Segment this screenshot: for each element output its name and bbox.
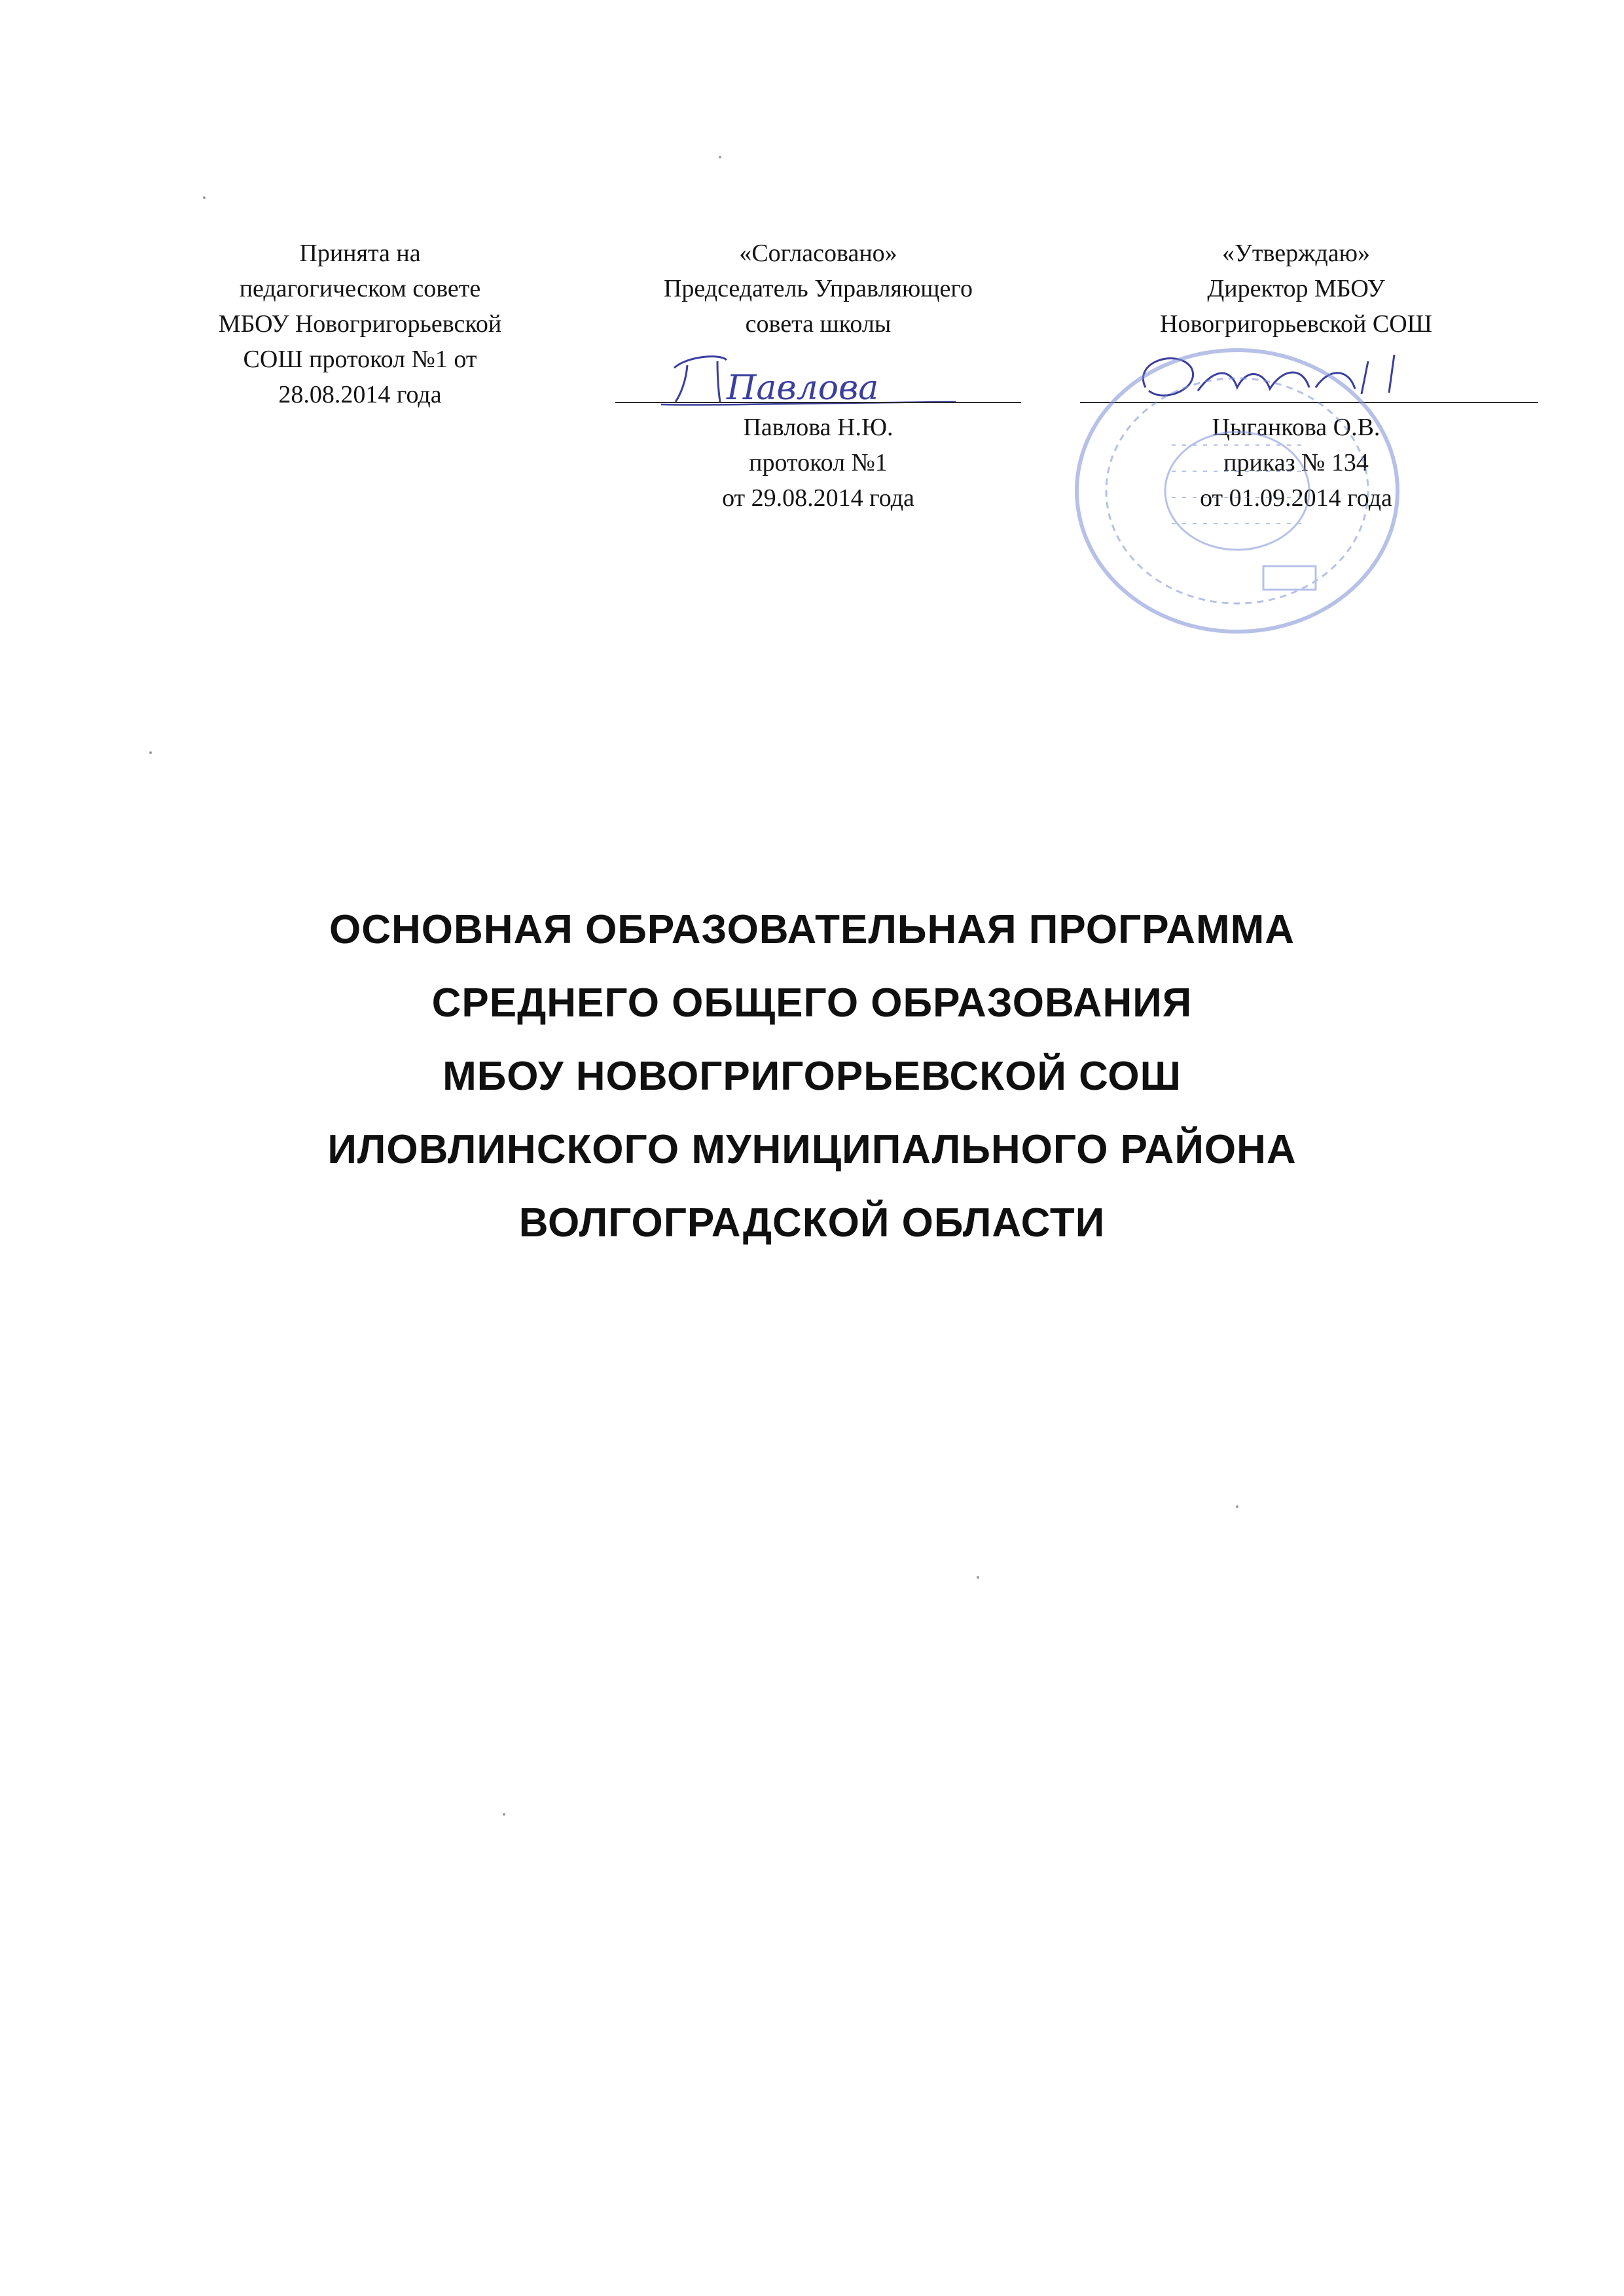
title-line-4: ИЛОВЛИНСКОГО МУНИЦИПАЛЬНОГО РАЙОНА <box>327 1127 1297 1172</box>
chair-protocol: протокол №1 <box>749 449 888 476</box>
signature-area-chair <box>589 342 1047 410</box>
title-line-3: МБОУ НОВОГРИГОРЬЕВСКОЙ СОШ <box>442 1054 1182 1099</box>
approval-block-agreed <box>589 236 1047 516</box>
title-line-1: ОСНОВНАЯ ОБРАЗОВАТЕЛЬНАЯ ПРОГРАММА <box>329 907 1295 952</box>
council-line-1: Принята на <box>299 240 421 267</box>
svg-text:Павлова: Павлова <box>727 368 879 408</box>
signature-line-chair <box>615 402 1021 403</box>
director-name: Цыганкова О.В. <box>1212 414 1380 441</box>
chair-date: от 29.08.2014 года <box>722 484 914 512</box>
council-line-3: МБОУ Новогригорьевской <box>218 310 502 338</box>
scan-speck <box>503 1813 505 1816</box>
scan-speck <box>1236 1505 1238 1508</box>
scan-speck <box>149 751 152 754</box>
approved-position-line-1: Директор МБОУ <box>1207 275 1385 302</box>
approved-heading: «Утверждаю» <box>1222 240 1370 267</box>
approved-position-line-2: Новогригорьевской СОШ <box>1160 310 1432 338</box>
director-order: приказ № 134 <box>1223 449 1369 476</box>
chair-name: Павлова Н.Ю. <box>743 414 893 441</box>
title-line-2: СРЕДНЕГО ОБЩЕГО ОБРАЗОВАНИЯ <box>431 980 1193 1026</box>
council-line-5: 28.08.2014 года <box>278 381 442 408</box>
official-stamp <box>1067 340 1407 641</box>
scan-speck <box>977 1576 979 1579</box>
agreed-heading: «Согласовано» <box>739 240 897 267</box>
document-title <box>0 893 1624 1260</box>
approval-block-pedagogical-council <box>151 236 569 412</box>
scan-speck <box>719 156 721 158</box>
council-line-2: педагогическом совете <box>239 275 481 302</box>
signature-chair <box>589 342 1047 410</box>
scan-speck <box>203 196 206 199</box>
title-line-5: ВОЛГОГРАДСКОЙ ОБЛАСТИ <box>518 1200 1106 1246</box>
council-line-4: СОШ протокол №1 от <box>243 346 477 373</box>
agreed-position-line-1: Председатель Управляющего <box>663 275 973 302</box>
director-date: от 01.09.2014 года <box>1200 484 1392 512</box>
agreed-position-line-2: совета школы <box>745 310 892 338</box>
